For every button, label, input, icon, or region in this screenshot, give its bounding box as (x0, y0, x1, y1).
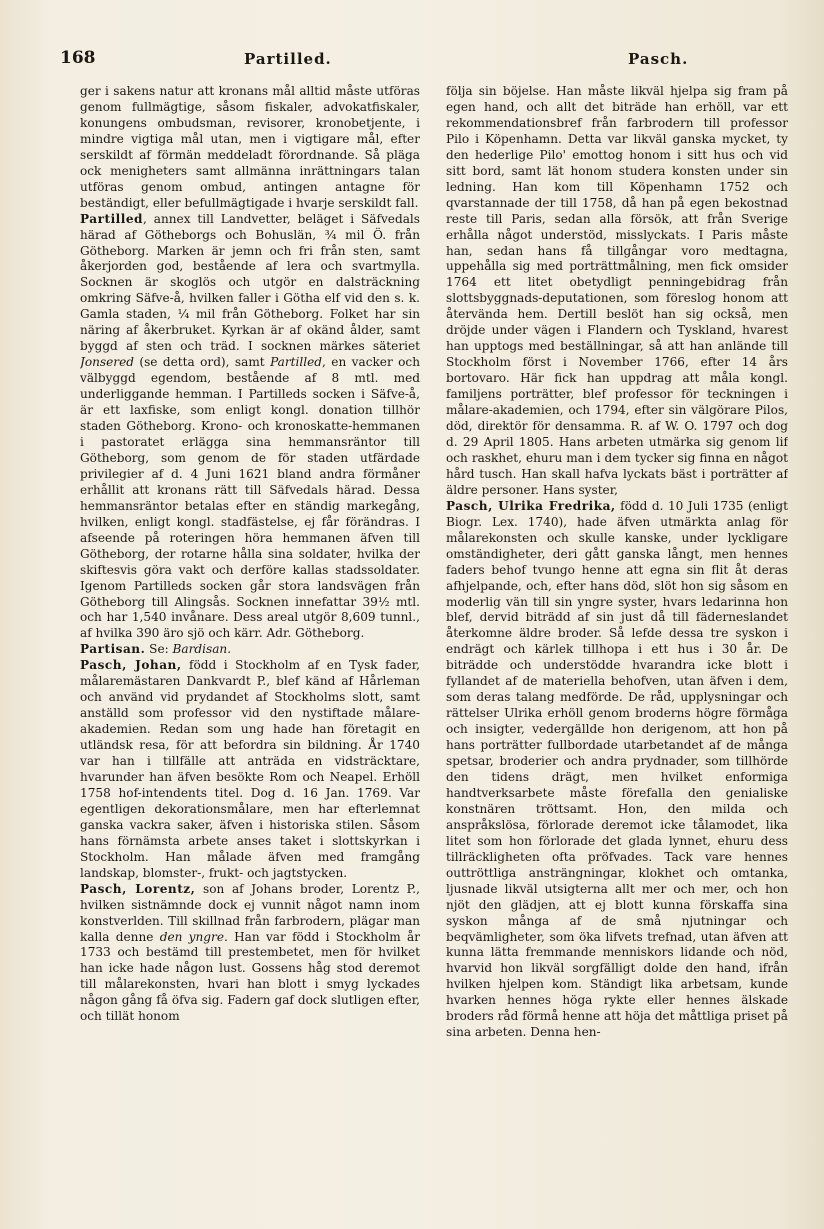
italic-term: Jonsered (80, 355, 134, 370)
headword: Partisan. (80, 642, 146, 657)
running-head-left: Partilled. (244, 50, 332, 68)
entry-text: (se detta ord), samt (133, 355, 271, 370)
running-head-right: Pasch. (628, 50, 689, 68)
entry-text: född i Stockholm af en Tysk fader, målaremästaren Dankvardt P., blef känd af Hårleman och använd vid prydandet af Stockholms slott, samt anställd som professor vid den nystiftade målare-akademien. Redan som ung hade han företagit en utländsk resa, för att befordra sin bildning. År 1740 var han i tillfälle att anträda en vidsträcktare, hvarunder han äfven besökte Rom och Neapel. Erhöll 1758 hof-intendents titel. Dog d. 16 Jan. 1769. Var egentligen dekorationsmålare, men har efterlemnat ganska vackra saker, äfven i historiska stilen. Såsom hans förnämsta arbete anses taket i slottskyrkan i Stockholm. Han målade äfven med framgång landskap, blomster-, frukt- och jagtstycken. (80, 658, 420, 880)
entry-text: född d. 10 Juli 1735 (enligt Biogr. Lex. 1740), hade äfven utmärkta anlag för målarekonsten och skulle kanske, under lyckligare omständigheter, deri gått ganska långt, men hennes faders behof tvungo henne att egna sin flit åt deras afhjelpande, och, efter hans död, slöt hon sig såsom en moderlig vän till sin yngre syster, hvars ledarinna hon blef, dervid biträdd af sin just då till fäderneslandet återkomne äldre broder. Så lefde dessa tre syskon i endrägt och kärlek tillhopa i ett hus i 30 år. De biträdde och understödde hvarandra icke blott i fyllandet af de materiella behofven, utan äfven i dem, som deras talang medförde. De råd, upplysningar och rättelser Ulrika erhöll genom broderns högre förmåga och insigter, vedergällde hon derigenom, att hon på hans porträtter fullbordade utarbetandet af de många spetsar, broderier och andra prydnader, som tillhörde den tidens drägt, men hvilket enformiga handtverksarbete måste förefalla den genialiske konstnären tröttsamt. Hon, den milda och anspråkslösa, förlorade deremot icke tålamodet, lika litet som hon förlorade det glada lynnet, ehuru dess tillräckligheten ofta pröfvades. Tack vare hennes outtröttliga ansträngningar, klokhet och omtanka, ljusnade likväl utsigterna allt mer och mer, och hon njöt den glädjen, att ej blott kunna förskaffa sina syskon många af de små njutningar och beqvämligheter, som öka lifvets trefnad, utan äfven att kunna lätta fremmande menniskors lidande och nöd, hvarvid hon likväl sorgfälligt dolde den hand, ifrån hvilken hjelpen kom. Ständigt lika arbetsam, kunde hvarken hennes höga rykte eller hennes älskade broders råd förmå henne att höja det måttliga priset på sina arbeten. Denna hen- (446, 498, 788, 1040)
entry-text: , annex till Landvetter, beläget i Säfvedals härad af Götheborgs och Bohuslän, ¾ mil Ö. från Götheborg. Marken är jemn och fri från sten, samt åkerjorden god, bestående af lera och svartmylla. Socknen är skoglös och utgör en dalsträckning omkring Säfve-å, hvilken faller i Götha elf vid den s. k. Gamla staden, ¼ mil från Götheborg. Folket har sin näring af åkerbruket. Kyrkan är af okänd ålder, samt byggd af sten och träd. I socknen märkes säteriet (80, 211, 420, 354)
headword: Partilled (80, 211, 143, 226)
entry-text: Han var född i Stockholm år 1733 och bestämd till prestembetet, men för hvilket han icke hade någon lust. Gossens håg stod deremot till målarekonsten, hvari han blott i smyg lyckades någon gång få öfva sig. Fadern gaf dock slutligen efter, och tillät honom (80, 929, 420, 1024)
continued-paragraph: ger i sakens natur att kronans mål alltid måste utföras genom fullmägtige, såsom fiskaler, advokatfiskaler, konungens ombudsman, revisorer, kronobetjente, i mindre vigtiga mål utan, men i vigtigare mål, efter serskildt af förmän meddeladt förordnande. Så pläga ock menigheters samt allmänna inrättningars talan utföras genom ombud, antingen antagne för beständigt, eller befullmägtigade i hvarje serskildt fall. (80, 84, 420, 210)
italic-term: den yngre. (159, 929, 228, 944)
continued-paragraph: följa sin böjelse. Han måste likväl hjelpa sig fram på egen hand, och allt det biträde han erhöll, var ett rekommendationsbref från farbrodern till professor Pilo i Köpenhamn. Detta var likväl ganska mycket, ty den hederlige Pilo' emottog honom i sitt hus och vid sitt bord, samt lät honom studera konsten under sin ledning. Han kom till Köpenhamn 1752 och qvarstannade der till 1758, då han på egen bekostnad reste till Paris, sedan alla försök, att från Sverige erhålla något understöd, misslyckats. I Paris måste han, sedan hans få tillgångar voro medtagna, uppehålla sig med porträttmålning, men fick omsider 1764 ett litet obetydligt penningebidrag från slottsbyggnads-deputationen, som föreslog honom att återvända hem. Dertill beslöt han sig också, men dröjde under vägen i Flandern och Tyskland, hvarest han upptogs med beställningar, så att han anlände till Stockholm först i November 1766, efter 14 års bortovaro. Här fick han uppdrag att måla kongl. familjens porträtter, blef professor för teckningen i målare-akademien, och 1794, efter sin välgörare Pilos, död, direktör för densamma. R. af W. O. 1797 och dog d. 29 April 1805. Hans arbeten utmärka sig genom lif och raskhet, ehuru man i dem tycker sig finna en något hård tusch. Han skall hafva lyckats bäst i porträtter af äldre personer. Hans syster, (446, 84, 788, 497)
page-number: 168 (60, 48, 96, 68)
headword: Pasch, Johan, (80, 658, 182, 673)
cross-reference: Bardisan. (172, 642, 232, 657)
entry-partilled (80, 212, 420, 643)
headword: Pasch, Lorentz, (80, 881, 196, 896)
page-header (60, 42, 790, 78)
headword: Pasch, Ulrika Fredrika, (446, 498, 616, 513)
entry-pasch-johan (80, 658, 420, 881)
italic-term: Partilled (270, 355, 323, 370)
entry-pasch-ulrika (446, 499, 788, 1041)
left-column (80, 84, 420, 1194)
entry-partisan (80, 642, 420, 658)
entry-text: Se: (145, 642, 173, 657)
right-column (446, 84, 788, 1194)
entry-text: , en vacker och välbyggd egendom, bestående af 8 mtl. med underliggande hemman. I Partilleds socken i Säfve-å, är ett laxfiske, som enligt kongl. donation tillhör staden Götheborg. Krono- och kronoskatte-hemmanen i pastoratet erlägga sina hemmansräntor till Götheborg, som genom de för staden utfärdade privilegier af d. 4 Juni 1621 bland andra förmåner erhållit att kronans rätt till Säfvedals härad. Dessa hemmansräntor betalas efter en ständig markegång, hvilken, enligt kongl. stadfästelse, ej får förändras. I afseende på roteringen höra hemmanen äfven till Götheborg, der rotarne hålla sina soldater, hvilka der skiftesvis göra vakt och derföre kallas stadssoldater. Igenom Partilleds socken går stora landsvägen från Götheborg till Alingsås. Socknen innefattar 39½ mtl. och har 1,540 invånare. Dess areal utgör 8,609 tunnl., af hvilka 390 äro sjö och kärr. Adr. Götheborg. (80, 355, 420, 641)
entry-pasch-lorentz (80, 882, 420, 1026)
entry-text: son af Johans broder, Lorentz P., hvilken sistnämnde dock ej vunnit något namn inom konstverlden. Till skillnad från farbrodern, plägar man kalla denne (80, 881, 420, 944)
